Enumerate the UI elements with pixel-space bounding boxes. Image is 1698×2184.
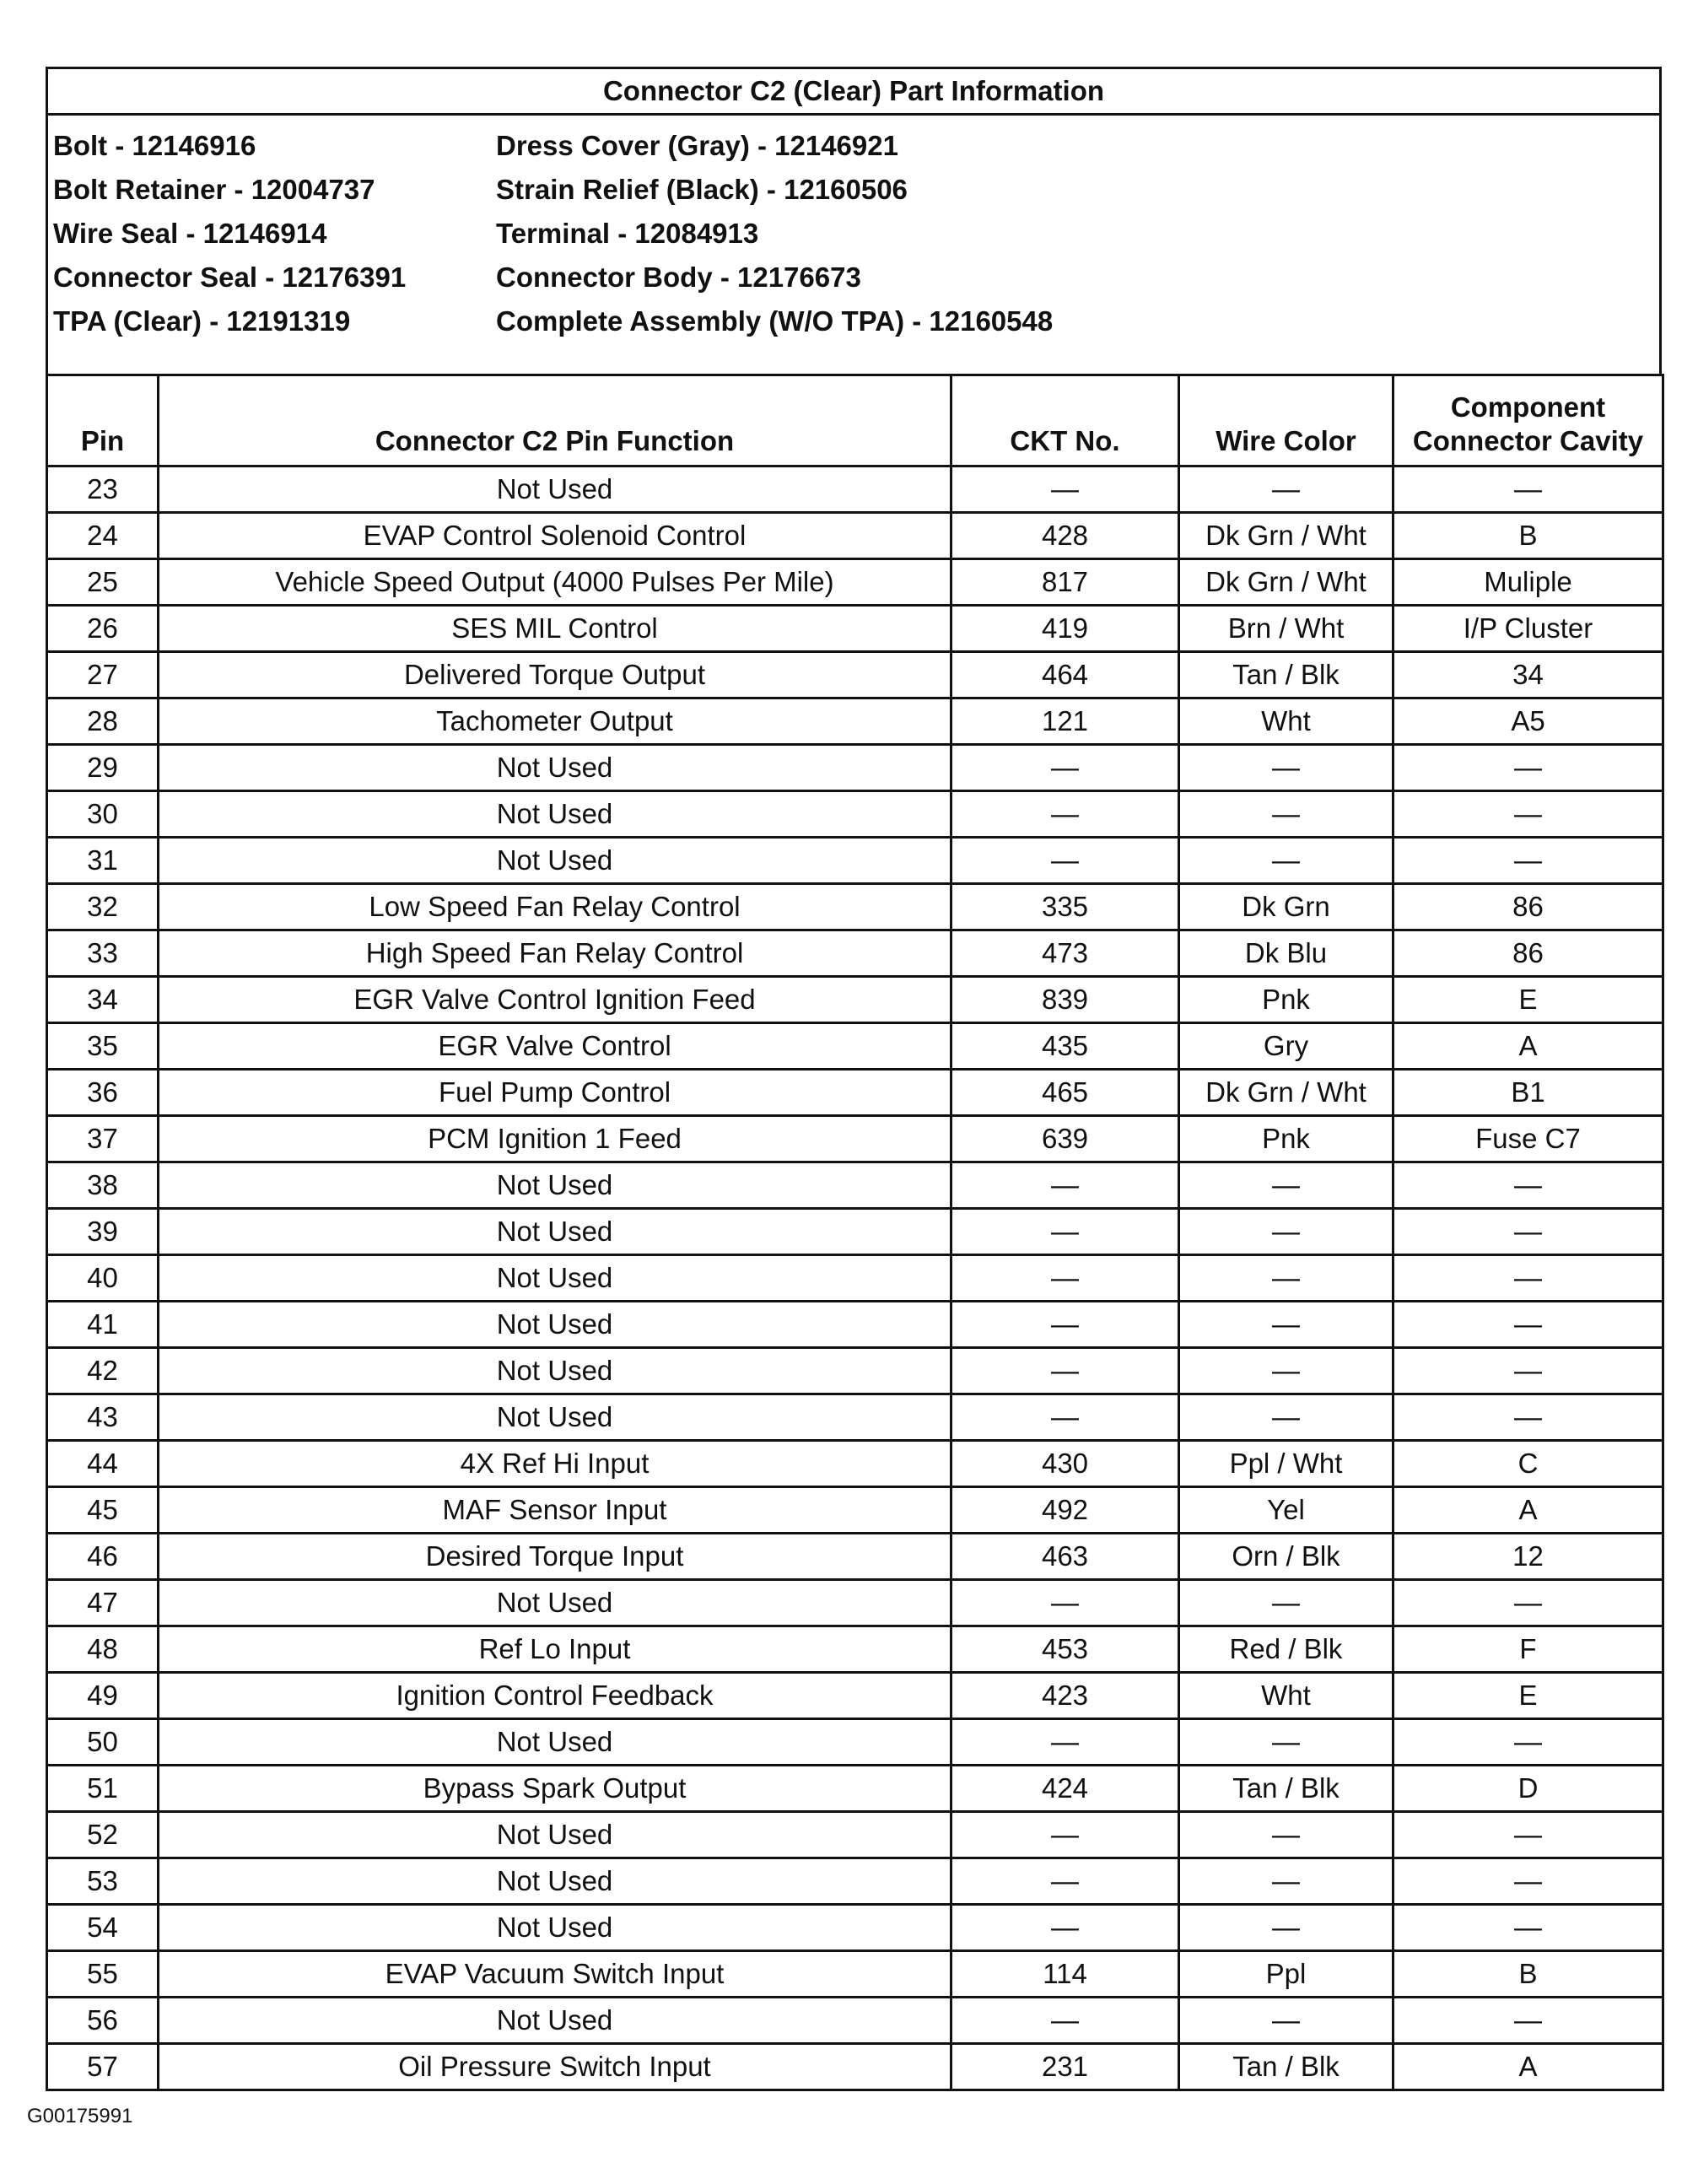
cell-wire: Wht bbox=[1179, 698, 1393, 745]
part-item: TPA (Clear) - 12191319 bbox=[53, 305, 351, 337]
cell-ckt: 435 bbox=[951, 1023, 1179, 1070]
cell-pin: 55 bbox=[47, 1951, 159, 1998]
cell-wire: Tan / Blk bbox=[1179, 2044, 1393, 2090]
cell-pin: 26 bbox=[47, 606, 159, 652]
cell-cavity: — bbox=[1393, 1905, 1663, 1951]
table-row bbox=[47, 1580, 1663, 1626]
cell-cavity: — bbox=[1393, 1812, 1663, 1858]
cell-function: Not Used bbox=[159, 466, 951, 513]
cell-pin: 42 bbox=[47, 1348, 159, 1394]
cell-wire: Ppl / Wht bbox=[1179, 1441, 1393, 1487]
cell-function: Not Used bbox=[159, 1255, 951, 1302]
cell-cavity: 34 bbox=[1393, 652, 1663, 698]
cell-function: 4X Ref Hi Input bbox=[159, 1441, 951, 1487]
table-row bbox=[47, 1487, 1663, 1534]
cell-pin: 52 bbox=[47, 1812, 159, 1858]
part-item: Bolt Retainer - 12004737 bbox=[53, 174, 375, 205]
cell-wire: Dk Grn bbox=[1179, 884, 1393, 930]
cell-function: Not Used bbox=[159, 1812, 951, 1858]
cell-cavity: — bbox=[1393, 1719, 1663, 1766]
cell-wire: — bbox=[1179, 1302, 1393, 1348]
cell-cavity: 12 bbox=[1393, 1534, 1663, 1580]
cell-cavity: A bbox=[1393, 1487, 1663, 1534]
cell-ckt: — bbox=[951, 1998, 1179, 2044]
cell-cavity: — bbox=[1393, 1348, 1663, 1394]
cell-wire: — bbox=[1179, 1394, 1393, 1441]
cell-pin: 41 bbox=[47, 1302, 159, 1348]
cell-cavity: — bbox=[1393, 1209, 1663, 1255]
cell-ckt: — bbox=[951, 1209, 1179, 1255]
cell-cavity: Fuse C7 bbox=[1393, 1116, 1663, 1162]
cell-function: Not Used bbox=[159, 1719, 951, 1766]
cell-function: Not Used bbox=[159, 1858, 951, 1905]
table-row bbox=[47, 1302, 1663, 1348]
table-row bbox=[47, 977, 1663, 1023]
cell-wire: Yel bbox=[1179, 1487, 1393, 1534]
header-pin: Pin bbox=[47, 375, 159, 466]
table-row bbox=[47, 791, 1663, 838]
table-row bbox=[47, 930, 1663, 977]
cell-ckt: 639 bbox=[951, 1116, 1179, 1162]
cell-wire: — bbox=[1179, 1162, 1393, 1209]
cell-pin: 28 bbox=[47, 698, 159, 745]
cell-function: Delivered Torque Output bbox=[159, 652, 951, 698]
table-row bbox=[47, 884, 1663, 930]
table-row bbox=[47, 652, 1663, 698]
cell-cavity: — bbox=[1393, 838, 1663, 884]
cell-function: Low Speed Fan Relay Control bbox=[159, 884, 951, 930]
table-row bbox=[47, 1394, 1663, 1441]
cell-ckt: 423 bbox=[951, 1673, 1179, 1719]
cell-pin: 56 bbox=[47, 1998, 159, 2044]
cell-ckt: — bbox=[951, 1858, 1179, 1905]
cell-ckt: 817 bbox=[951, 559, 1179, 606]
table-row bbox=[47, 838, 1663, 884]
table-row bbox=[47, 1209, 1663, 1255]
table-row bbox=[47, 1951, 1663, 1998]
header-function: Connector C2 Pin Function bbox=[159, 375, 951, 466]
cell-ckt: — bbox=[951, 1580, 1179, 1626]
cell-pin: 24 bbox=[47, 513, 159, 559]
cell-wire: Dk Grn / Wht bbox=[1179, 513, 1393, 559]
cell-function: Not Used bbox=[159, 1580, 951, 1626]
cell-wire: Dk Grn / Wht bbox=[1179, 1070, 1393, 1116]
cell-cavity: B1 bbox=[1393, 1070, 1663, 1116]
cell-cavity: D bbox=[1393, 1766, 1663, 1812]
cell-cavity: 86 bbox=[1393, 884, 1663, 930]
cell-wire: — bbox=[1179, 1719, 1393, 1766]
cell-ckt: 463 bbox=[951, 1534, 1179, 1580]
cell-function: Vehicle Speed Output (4000 Pulses Per Mile) bbox=[159, 559, 951, 606]
cell-function: Not Used bbox=[159, 1905, 951, 1951]
table-row bbox=[47, 1766, 1663, 1812]
pin-function-table bbox=[46, 374, 1664, 2091]
cell-function: Ref Lo Input bbox=[159, 1626, 951, 1673]
cell-pin: 33 bbox=[47, 930, 159, 977]
cell-pin: 51 bbox=[47, 1766, 159, 1812]
cell-wire: — bbox=[1179, 1255, 1393, 1302]
cell-function: Not Used bbox=[159, 1394, 951, 1441]
table-row bbox=[47, 606, 1663, 652]
cell-pin: 36 bbox=[47, 1070, 159, 1116]
cell-pin: 40 bbox=[47, 1255, 159, 1302]
pin-table-body bbox=[47, 466, 1663, 2090]
table-row bbox=[47, 745, 1663, 791]
cell-wire: Brn / Wht bbox=[1179, 606, 1393, 652]
cell-ckt: 428 bbox=[951, 513, 1179, 559]
cell-ckt: 453 bbox=[951, 1626, 1179, 1673]
cell-pin: 53 bbox=[47, 1858, 159, 1905]
table-row bbox=[47, 466, 1663, 513]
cell-wire: — bbox=[1179, 1580, 1393, 1626]
cell-ckt: — bbox=[951, 466, 1179, 513]
cell-cavity: — bbox=[1393, 466, 1663, 513]
cell-pin: 50 bbox=[47, 1719, 159, 1766]
figure-code: G00175991 bbox=[27, 2105, 133, 2127]
cell-cavity: — bbox=[1393, 1255, 1663, 1302]
table-row bbox=[47, 1162, 1663, 1209]
cell-wire: Pnk bbox=[1179, 1116, 1393, 1162]
cell-ckt: — bbox=[951, 1162, 1179, 1209]
cell-function: Bypass Spark Output bbox=[159, 1766, 951, 1812]
cell-function: Not Used bbox=[159, 1209, 951, 1255]
cell-wire: — bbox=[1179, 1905, 1393, 1951]
cell-cavity: — bbox=[1393, 791, 1663, 838]
cell-pin: 37 bbox=[47, 1116, 159, 1162]
cell-function: Not Used bbox=[159, 1302, 951, 1348]
cell-pin: 44 bbox=[47, 1441, 159, 1487]
cell-pin: 45 bbox=[47, 1487, 159, 1534]
table-row bbox=[47, 1070, 1663, 1116]
cell-pin: 30 bbox=[47, 791, 159, 838]
part-item: Wire Seal - 12146914 bbox=[53, 218, 327, 249]
cell-pin: 23 bbox=[47, 466, 159, 513]
cell-ckt: 465 bbox=[951, 1070, 1179, 1116]
cell-cavity: — bbox=[1393, 1162, 1663, 1209]
cell-pin: 39 bbox=[47, 1209, 159, 1255]
cell-wire: — bbox=[1179, 791, 1393, 838]
cell-wire: — bbox=[1179, 1348, 1393, 1394]
cell-wire: Ppl bbox=[1179, 1951, 1393, 1998]
cell-cavity: F bbox=[1393, 1626, 1663, 1673]
cell-ckt: 492 bbox=[951, 1487, 1179, 1534]
cell-ckt: — bbox=[951, 838, 1179, 884]
cell-cavity: B bbox=[1393, 1951, 1663, 1998]
part-information-title: Connector C2 (Clear) Part Information bbox=[48, 69, 1659, 116]
cell-function: Not Used bbox=[159, 745, 951, 791]
cell-ckt: — bbox=[951, 1812, 1179, 1858]
cell-wire: Red / Blk bbox=[1179, 1626, 1393, 1673]
cell-ckt: — bbox=[951, 1905, 1179, 1951]
part-item: Strain Relief (Black) - 12160506 bbox=[496, 174, 908, 205]
cell-cavity: E bbox=[1393, 977, 1663, 1023]
cell-function: Not Used bbox=[159, 1998, 951, 2044]
cell-cavity: E bbox=[1393, 1673, 1663, 1719]
cell-wire: Dk Blu bbox=[1179, 930, 1393, 977]
cell-pin: 49 bbox=[47, 1673, 159, 1719]
cell-ckt: 839 bbox=[951, 977, 1179, 1023]
cell-cavity: A bbox=[1393, 2044, 1663, 2090]
table-row bbox=[47, 1858, 1663, 1905]
cell-function: High Speed Fan Relay Control bbox=[159, 930, 951, 977]
cell-function: EVAP Control Solenoid Control bbox=[159, 513, 951, 559]
cell-wire: Wht bbox=[1179, 1673, 1393, 1719]
cell-wire: — bbox=[1179, 466, 1393, 513]
cell-wire: — bbox=[1179, 1998, 1393, 2044]
cell-pin: 31 bbox=[47, 838, 159, 884]
cell-cavity: A bbox=[1393, 1023, 1663, 1070]
header-cavity-line1: Component bbox=[1450, 391, 1606, 423]
cell-function: EVAP Vacuum Switch Input bbox=[159, 1951, 951, 1998]
table-row bbox=[47, 1626, 1663, 1673]
table-row bbox=[47, 559, 1663, 606]
cell-function: EGR Valve Control Ignition Feed bbox=[159, 977, 951, 1023]
cell-pin: 54 bbox=[47, 1905, 159, 1951]
cell-function: Not Used bbox=[159, 791, 951, 838]
cell-ckt: — bbox=[951, 791, 1179, 838]
table-row bbox=[47, 1812, 1663, 1858]
part-item: Bolt - 12146916 bbox=[53, 130, 256, 161]
cell-cavity: — bbox=[1393, 1580, 1663, 1626]
part-item: Terminal - 12084913 bbox=[496, 218, 759, 249]
table-row bbox=[47, 1534, 1663, 1580]
cell-pin: 25 bbox=[47, 559, 159, 606]
cell-cavity: — bbox=[1393, 1858, 1663, 1905]
table-row bbox=[47, 698, 1663, 745]
cell-pin: 57 bbox=[47, 2044, 159, 2090]
cell-function: SES MIL Control bbox=[159, 606, 951, 652]
cell-ckt: 464 bbox=[951, 652, 1179, 698]
cell-wire: — bbox=[1179, 1858, 1393, 1905]
cell-function: Not Used bbox=[159, 838, 951, 884]
cell-function: Ignition Control Feedback bbox=[159, 1673, 951, 1719]
cell-cavity: A5 bbox=[1393, 698, 1663, 745]
cell-pin: 27 bbox=[47, 652, 159, 698]
connector-document bbox=[46, 67, 1662, 2091]
cell-pin: 35 bbox=[47, 1023, 159, 1070]
cell-ckt: 121 bbox=[951, 698, 1179, 745]
table-row bbox=[47, 1116, 1663, 1162]
cell-wire: Tan / Blk bbox=[1179, 652, 1393, 698]
cell-ckt: — bbox=[951, 1348, 1179, 1394]
cell-wire: — bbox=[1179, 838, 1393, 884]
header-wire-color: Wire Color bbox=[1179, 375, 1393, 466]
table-row bbox=[47, 1905, 1663, 1951]
part-information-grid bbox=[48, 116, 1659, 374]
part-item: Connector Seal - 12176391 bbox=[53, 262, 407, 293]
cell-ckt: 419 bbox=[951, 606, 1179, 652]
cell-ckt: 430 bbox=[951, 1441, 1179, 1487]
cell-cavity: Muliple bbox=[1393, 559, 1663, 606]
cell-wire: — bbox=[1179, 1812, 1393, 1858]
table-header-row bbox=[47, 375, 1663, 466]
cell-pin: 43 bbox=[47, 1394, 159, 1441]
cell-ckt: — bbox=[951, 1719, 1179, 1766]
cell-function: Not Used bbox=[159, 1348, 951, 1394]
cell-cavity: — bbox=[1393, 1302, 1663, 1348]
part-information-box bbox=[46, 67, 1662, 374]
cell-function: MAF Sensor Input bbox=[159, 1487, 951, 1534]
cell-cavity: — bbox=[1393, 1998, 1663, 2044]
table-row bbox=[47, 1255, 1663, 1302]
table-row bbox=[47, 1441, 1663, 1487]
cell-ckt: 424 bbox=[951, 1766, 1179, 1812]
table-row bbox=[47, 1719, 1663, 1766]
part-item: Complete Assembly (W/O TPA) - 12160548 bbox=[496, 305, 1054, 337]
cell-cavity: — bbox=[1393, 1394, 1663, 1441]
cell-cavity: — bbox=[1393, 745, 1663, 791]
cell-pin: 46 bbox=[47, 1534, 159, 1580]
table-row bbox=[47, 513, 1663, 559]
cell-wire: Dk Grn / Wht bbox=[1179, 559, 1393, 606]
cell-wire: — bbox=[1179, 1209, 1393, 1255]
cell-cavity: B bbox=[1393, 513, 1663, 559]
table-row bbox=[47, 1023, 1663, 1070]
cell-cavity: C bbox=[1393, 1441, 1663, 1487]
cell-ckt: — bbox=[951, 1302, 1179, 1348]
table-row bbox=[47, 1998, 1663, 2044]
header-ckt-no: CKT No. bbox=[951, 375, 1179, 466]
cell-cavity: I/P Cluster bbox=[1393, 606, 1663, 652]
cell-wire: Pnk bbox=[1179, 977, 1393, 1023]
cell-cavity: 86 bbox=[1393, 930, 1663, 977]
cell-pin: 29 bbox=[47, 745, 159, 791]
cell-ckt: — bbox=[951, 745, 1179, 791]
cell-function: Not Used bbox=[159, 1162, 951, 1209]
cell-function: Tachometer Output bbox=[159, 698, 951, 745]
cell-wire: Orn / Blk bbox=[1179, 1534, 1393, 1580]
cell-pin: 32 bbox=[47, 884, 159, 930]
part-item: Dress Cover (Gray) - 12146921 bbox=[496, 130, 898, 161]
cell-pin: 38 bbox=[47, 1162, 159, 1209]
cell-pin: 34 bbox=[47, 977, 159, 1023]
cell-function: Desired Torque Input bbox=[159, 1534, 951, 1580]
cell-wire: — bbox=[1179, 745, 1393, 791]
cell-ckt: 114 bbox=[951, 1951, 1179, 1998]
table-row bbox=[47, 1348, 1663, 1394]
cell-wire: Gry bbox=[1179, 1023, 1393, 1070]
cell-pin: 47 bbox=[47, 1580, 159, 1626]
cell-ckt: 335 bbox=[951, 884, 1179, 930]
cell-function: Oil Pressure Switch Input bbox=[159, 2044, 951, 2090]
cell-function: PCM Ignition 1 Feed bbox=[159, 1116, 951, 1162]
cell-wire: Tan / Blk bbox=[1179, 1766, 1393, 1812]
header-component-cavity bbox=[1393, 375, 1663, 466]
cell-function: EGR Valve Control bbox=[159, 1023, 951, 1070]
cell-ckt: 473 bbox=[951, 930, 1179, 977]
part-item: Connector Body - 12176673 bbox=[496, 262, 861, 293]
cell-pin: 48 bbox=[47, 1626, 159, 1673]
cell-ckt: — bbox=[951, 1255, 1179, 1302]
cell-ckt: — bbox=[951, 1394, 1179, 1441]
table-row bbox=[47, 2044, 1663, 2090]
table-row bbox=[47, 1673, 1663, 1719]
cell-function: Fuel Pump Control bbox=[159, 1070, 951, 1116]
header-cavity-line2: Connector Cavity bbox=[1412, 425, 1644, 456]
cell-ckt: 231 bbox=[951, 2044, 1179, 2090]
